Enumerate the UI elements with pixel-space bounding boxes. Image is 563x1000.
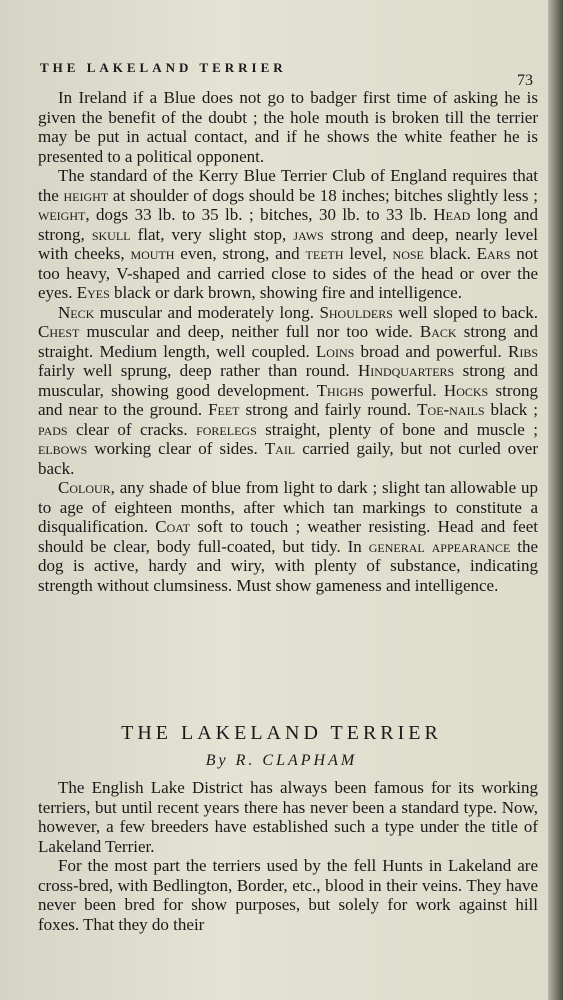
article-paragraph-2: For the most part the terriers used by the fell Hunts in Lakeland are cross-bred, with Bedlington, Border, etc., blood in their veins. They have never been bred for show purposes, but solely for work against hill foxes. That they do their xyxy=(38,856,538,934)
text-run: The standard of the Kerry Blue Terrier Club of England requires that the xyxy=(38,166,538,205)
paragraph-colour xyxy=(38,478,538,595)
text-run: the dog is active, hardy and wiry, with plenty of substance, indicating strength without clumsiness. Must show gameness and intelligence. xyxy=(38,536,538,595)
text-run: working clear of sides. xyxy=(87,439,265,458)
text-run: black or dark brown, showing fire and intelligence. xyxy=(109,283,462,302)
article-text xyxy=(38,778,538,934)
paragraph-ireland: In Ireland if a Blue does not go to badger first time of asking he is given the benefit of the doubt ; the hole mouth is broken till the terrier may be put in actual contact, and if he shows the white feather he is presented to a political opponent. xyxy=(38,88,538,166)
term-toenails: Toe-nails xyxy=(417,400,485,419)
text-run: muscular and moderately long. xyxy=(94,302,320,322)
paragraph-body-points xyxy=(38,303,538,479)
term-thighs: Thighs xyxy=(316,380,364,400)
term-weight: weight xyxy=(38,205,86,224)
term-height: height xyxy=(63,185,109,205)
text-run: well sloped to back. xyxy=(392,302,538,322)
term-loins: Loins xyxy=(315,341,355,361)
text-run: straight, plenty of bone and muscle ; xyxy=(256,419,538,439)
term-neck: Neck xyxy=(58,302,95,322)
text-run: strong and near to the ground. xyxy=(38,380,538,419)
text-run: , any shade of blue from light to dark ; slight tan allowable up to age of eighteen months, after which tan markings to constitute a disqualification. xyxy=(38,478,538,536)
text-run: black ; xyxy=(484,400,538,419)
term-mouth: mouth xyxy=(130,244,175,263)
term-pads: pads xyxy=(38,419,68,439)
article-byline: By R. CLAPHAM xyxy=(205,752,358,769)
text-run: fairly well sprung, deep rather than round. xyxy=(38,361,358,380)
text-run: even, strong, and xyxy=(174,244,306,263)
term-shoulders: Shoulders xyxy=(319,302,393,322)
text-run: carried gaily, but not curled over back. xyxy=(38,439,538,478)
term-eyes: Eyes xyxy=(76,283,110,302)
term-general-appearance: general appearance xyxy=(368,536,511,556)
term-hocks: Hocks xyxy=(443,380,489,400)
text-run: flat, very slight stop, xyxy=(130,224,294,244)
text-run: level, xyxy=(343,244,393,263)
text-run: , dogs 33 lb. to 35 lb. ; bitches, 30 lb. to 33 lb. xyxy=(85,205,434,224)
text-run: strong and straight. Medium length, well coupled. xyxy=(38,322,538,361)
article-title: THE LAKELAND TERRIER xyxy=(121,722,442,744)
page-edge-shadow xyxy=(548,0,563,1000)
page-number: 73 xyxy=(517,72,533,89)
term-back: Back xyxy=(419,322,457,341)
term-elbows: elbows xyxy=(38,439,88,458)
text-run: soft to touch ; weather resisting. Head and feet should be clear, body full-coated, but tidy. In xyxy=(38,517,538,556)
text-run: strong and deep, nearly level with cheeks, xyxy=(38,224,539,263)
article-paragraph-1: The English Lake District has always been famous for its working terriers, but until recent years there has never been a standard type. Now, however, a few breeders have established such a type under the title of Lakeland Terrier. xyxy=(38,778,538,856)
term-colour: Colour xyxy=(58,478,111,497)
text-run: muscular and deep, neither full nor too wide. xyxy=(79,322,420,341)
text-run: strong and muscular, showing good development. xyxy=(38,361,538,400)
term-head: Head xyxy=(433,205,471,224)
text-run: at shoulder of dogs should be 18 inches; bitches slightly less ; xyxy=(108,185,538,205)
text-run: strong and fairly round. xyxy=(239,400,418,419)
term-nose: nose xyxy=(392,244,424,263)
running-head: THE LAKELAND TERRIER xyxy=(40,60,287,75)
term-jaws: jaws xyxy=(293,224,324,244)
term-ears: Ears xyxy=(476,244,511,263)
term-skull: skull xyxy=(91,224,131,244)
text-run: clear of cracks. xyxy=(67,419,197,439)
term-forelegs: forelegs xyxy=(196,419,257,439)
text-run: black. xyxy=(423,244,477,263)
term-feet: Feet xyxy=(208,400,240,419)
text-run: not too heavy, V-shaped and carried close to sides of the head or over the eyes. xyxy=(38,244,538,302)
term-hindquarters: Hindquarters xyxy=(358,361,455,380)
body-text xyxy=(38,88,538,595)
term-coat: Coat xyxy=(155,517,190,536)
text-run: powerful. xyxy=(363,380,444,400)
term-chest: Chest xyxy=(38,322,80,341)
text-run: long and strong, xyxy=(38,205,538,244)
paragraph-kerry-standard xyxy=(38,166,538,303)
term-tail: Tail xyxy=(264,439,296,458)
term-teeth: teeth xyxy=(305,244,344,263)
text-run: broad and powerful. xyxy=(354,341,508,361)
term-ribs: Ribs xyxy=(507,341,538,361)
